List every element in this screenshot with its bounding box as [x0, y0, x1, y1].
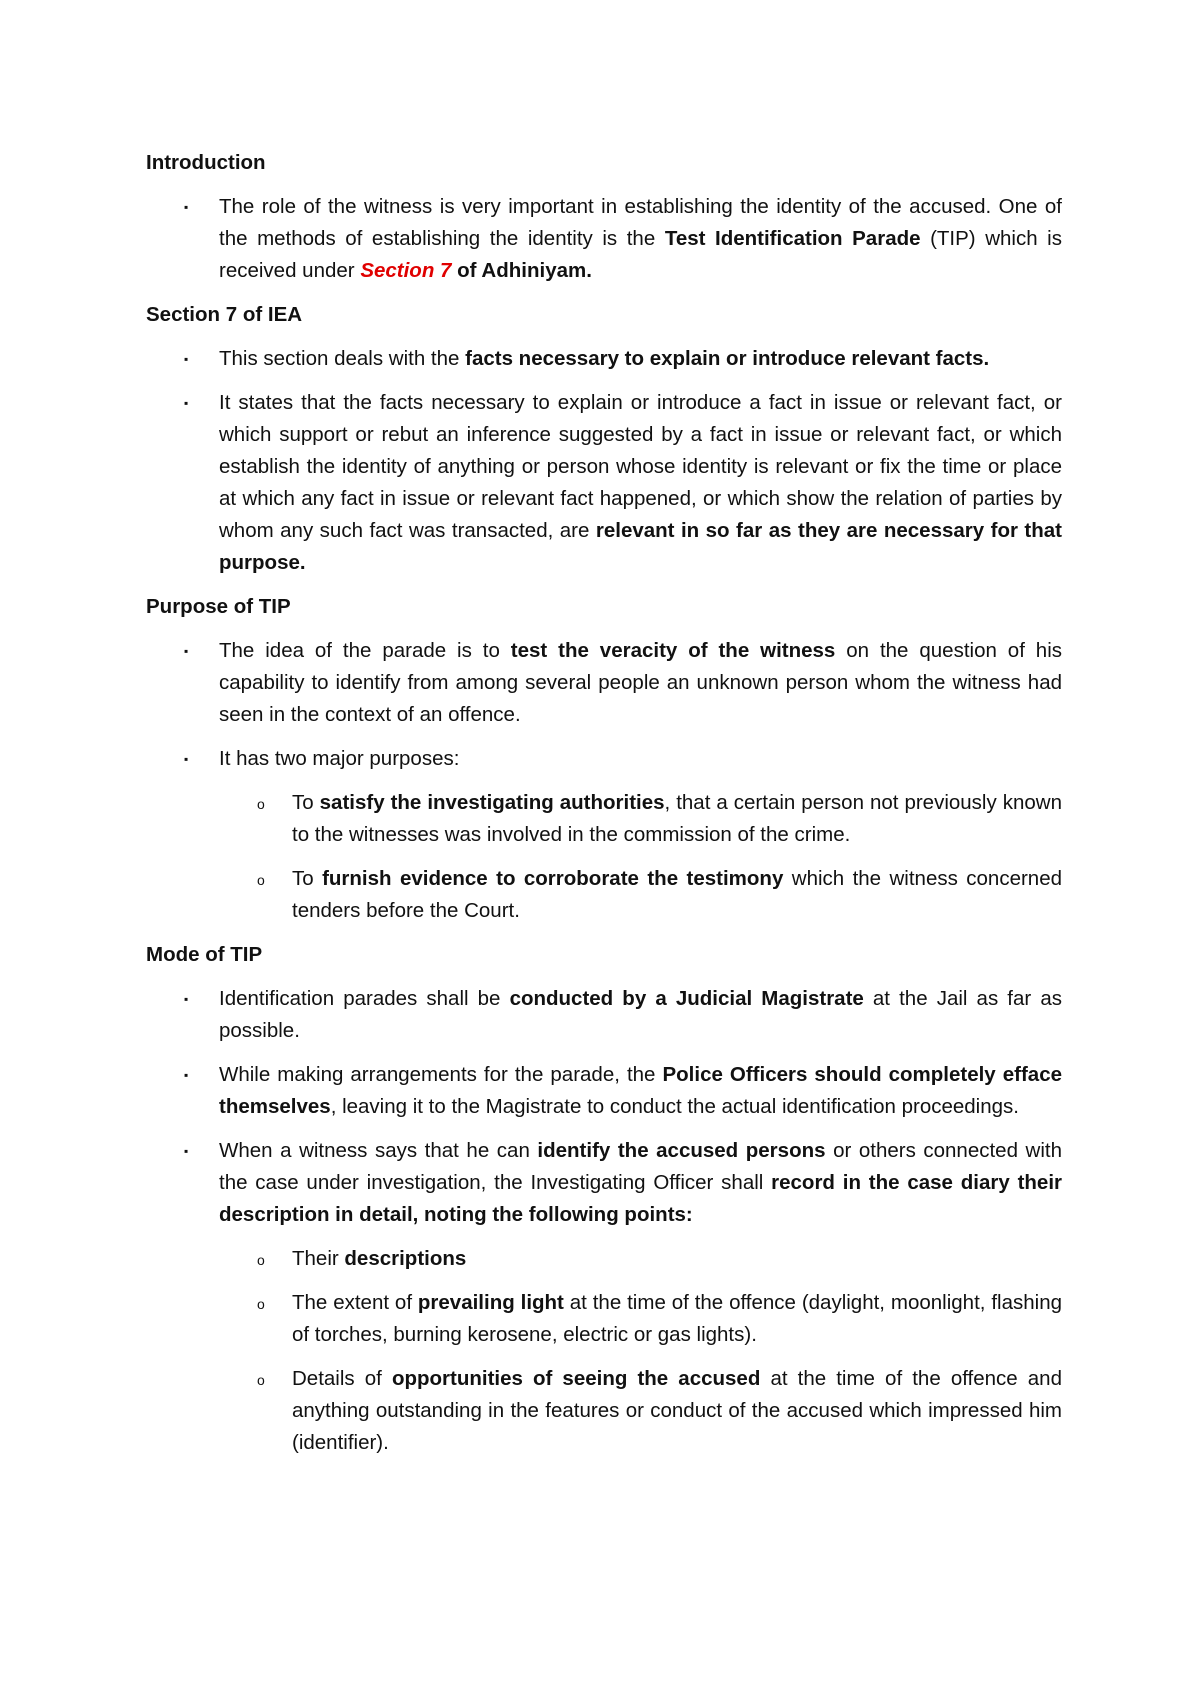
text-run: Details of [292, 1367, 392, 1390]
square-bullet-icon: ▪ [184, 200, 189, 214]
square-bullet-icon: ▪ [184, 752, 189, 766]
bold-text: opportunities of seeing the accused [391, 1367, 761, 1390]
bold-text: Police Officers should completely efface themselves [219, 1063, 1062, 1118]
bold-text: Test Identification Parade [664, 227, 921, 250]
sub-list-item [219, 1287, 1062, 1351]
square-bullet-icon: ▪ [184, 1068, 189, 1082]
bold-text: test the veracity of the witness [510, 639, 836, 662]
square-bullet-icon: ▪ [184, 352, 189, 366]
text-run: , leaving it to the Magistrate to conduct the actual identification proceedings. [330, 1095, 1019, 1118]
bold-text: identify the accused persons [537, 1139, 826, 1162]
circle-bullet-icon: o [257, 796, 265, 812]
square-bullet-icon: ▪ [184, 992, 189, 1006]
sub-list-item [219, 787, 1062, 851]
text-run: To [292, 867, 323, 890]
section-reference: Section 7 [360, 259, 452, 282]
list-item [146, 191, 1062, 287]
text-run: (TIP) which is received under [219, 227, 1062, 282]
text-run: Identification parades shall be [219, 987, 510, 1010]
circle-bullet-icon: o [257, 1296, 265, 1312]
bold-text: prevailing light [417, 1291, 564, 1314]
bold-text: furnish evidence to corroborate the testimony [322, 867, 784, 890]
text-run: on the question of his capability to identify from among several people an unknown person whom the witness had seen in the context of an offence. [219, 639, 1063, 726]
bold-text: facts necessary to explain or introduce relevant facts. [465, 347, 990, 370]
text-run: at the time of the offence and anything outstanding in the features or conduct of the accused which impressed him (identifier). [292, 1367, 1062, 1454]
sub-list-item [219, 1363, 1062, 1459]
square-bullet-icon: ▪ [184, 644, 189, 658]
heading-mode-of-tip: Mode of TIP [146, 943, 263, 966]
text-run: The idea of the parade is to [219, 639, 511, 662]
text-run: which the witness concerned tenders before the Court. [292, 867, 1062, 922]
section-7-list [146, 343, 1062, 579]
list-item [146, 1135, 1062, 1459]
mode-list [146, 983, 1062, 1459]
text-run: at the Jail as far as possible. [219, 987, 1062, 1042]
list-item [146, 635, 1062, 731]
heading-introduction: Introduction [146, 151, 266, 174]
sub-list-item [219, 1243, 1062, 1275]
bold-text: descriptions [344, 1247, 467, 1270]
text-run: Their [292, 1247, 345, 1270]
text-run: It has two major purposes: [219, 747, 460, 770]
text-run: or others connected with the case under investigation, the Investigating Officer shall [219, 1139, 1062, 1194]
text-run: The extent of [292, 1291, 418, 1314]
square-bullet-icon: ▪ [184, 396, 189, 410]
heading-purpose-of-tip: Purpose of TIP [146, 595, 291, 618]
text-run: When a witness says that he can [219, 1139, 538, 1162]
text-run: It states that the facts necessary to explain or introduce a fact in issue or relevant fact, or which support or rebut an inference suggested by a fact in issue or relevant fact, or which establish the identity of anything or person whose identity is relevant or fix the time or place at which any fact in issue or relevant fact happened, or which show the relation of parties by whom any such fact was transacted, are [219, 391, 1062, 542]
list-item [146, 743, 1062, 927]
sub-list-item [219, 863, 1062, 927]
heading-section-7: Section 7 of IEA [146, 303, 303, 326]
circle-bullet-icon: o [257, 1252, 265, 1268]
purpose-sublist [219, 787, 1062, 927]
list-item [146, 343, 1062, 375]
square-bullet-icon: ▪ [184, 1144, 189, 1158]
text-run: at the time of the offence (daylight, moonlight, flashing of torches, burning kerosene, electric or gas lights). [292, 1291, 1062, 1346]
bold-text: relevant in so far as they are necessary for that purpose. [219, 519, 1063, 574]
list-item [146, 1059, 1062, 1123]
bold-text: conducted by a Judicial Magistrate [509, 987, 864, 1010]
purpose-list [146, 635, 1062, 927]
list-item [146, 983, 1062, 1047]
text-run: This section deals with the [219, 347, 466, 370]
list-item [146, 387, 1062, 579]
bold-text: satisfy the investigating authorities [319, 791, 665, 814]
text-run: To [292, 791, 320, 814]
bold-text: record in the case diary their description in detail, noting the following points: [219, 1171, 1062, 1226]
text-run: The role of the witness is very important in establishing the identity of the accused. One of the methods of establishing the identity is the [219, 195, 1062, 250]
text-run: , that a certain person not previously known to the witnesses was involved in the commission of the crime. [292, 791, 1062, 846]
circle-bullet-icon: o [257, 1372, 265, 1388]
circle-bullet-icon: o [257, 872, 265, 888]
text-run: While making arrangements for the parade, the [219, 1063, 663, 1086]
points-sublist [219, 1243, 1062, 1459]
introduction-list [146, 191, 1062, 287]
bold-text: of Adhiniyam. [451, 259, 592, 282]
